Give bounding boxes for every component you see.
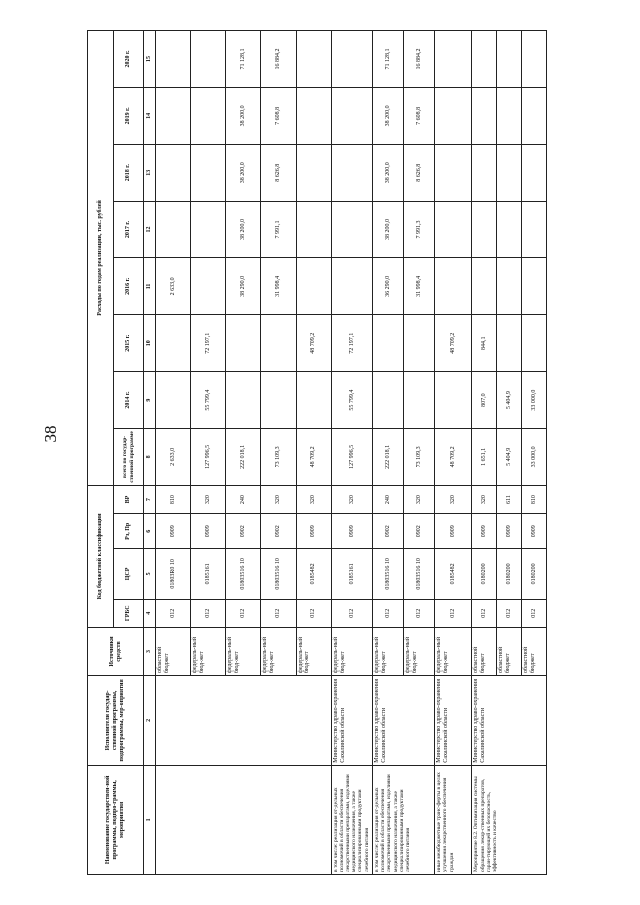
value-2015: 844,1 bbox=[472, 315, 497, 372]
source-cell: областной бюджет bbox=[156, 627, 191, 675]
value-2017: 7 991,3 bbox=[404, 201, 435, 258]
value-2018 bbox=[522, 144, 547, 201]
rzpr-cell: 0902 bbox=[404, 514, 435, 549]
executor-cell: Министерство здраво-охранения Сахалинской области bbox=[331, 676, 372, 766]
vr-cell: 320 bbox=[435, 485, 472, 513]
col-number: 3 bbox=[144, 627, 156, 675]
value-2014: 33 000,0 bbox=[522, 372, 547, 429]
vr-cell: 320 bbox=[296, 485, 331, 513]
value-2019: 38 200,0 bbox=[373, 87, 404, 144]
value-2016 bbox=[497, 258, 522, 315]
grbs-cell: 012 bbox=[331, 599, 372, 627]
value-2014 bbox=[261, 372, 296, 429]
value-2017 bbox=[331, 201, 372, 258]
value-2018: 38 200,0 bbox=[373, 144, 404, 201]
value-2019 bbox=[156, 87, 191, 144]
budget-table-container bbox=[87, 30, 547, 875]
value-2018 bbox=[191, 144, 226, 201]
value-2015 bbox=[226, 315, 261, 372]
grbs-cell: 012 bbox=[373, 599, 404, 627]
col-number: 10 bbox=[144, 315, 156, 372]
vr-cell: 240 bbox=[373, 485, 404, 513]
value-total: 2 633,0 bbox=[156, 429, 191, 486]
value-2017 bbox=[191, 201, 226, 258]
csr-cell: 01803516 10 bbox=[373, 549, 404, 599]
value-2020 bbox=[497, 31, 522, 88]
value-2017 bbox=[296, 201, 331, 258]
value-2015 bbox=[373, 315, 404, 372]
executor-cell-empty bbox=[156, 676, 332, 766]
table-row bbox=[435, 31, 472, 875]
source-cell: федераль-ный бюд-жет bbox=[296, 627, 331, 675]
value-2019 bbox=[472, 87, 497, 144]
table-row bbox=[472, 31, 497, 875]
col-number: 2 bbox=[144, 676, 156, 766]
value-2014: 807,0 bbox=[472, 372, 497, 429]
value-2015 bbox=[522, 315, 547, 372]
value-2019 bbox=[296, 87, 331, 144]
name-cell: в том числе: реализация от-дельных полномочий в области обеспечения лекарственными препаратами, изделиями медицинского назначения, а также специализированными продуктами лечебного питания bbox=[373, 765, 435, 874]
value-2016 bbox=[331, 258, 372, 315]
executor-cell: Министерство здраво-охранения Сахалинской области bbox=[373, 676, 435, 766]
value-2016: 2 633,0 bbox=[156, 258, 191, 315]
header-grbs: ГРБС bbox=[114, 599, 144, 627]
value-2014 bbox=[373, 372, 404, 429]
csr-cell: 0180200 bbox=[522, 549, 547, 599]
value-2014: 5 404,9 bbox=[497, 372, 522, 429]
csr-cell: 0185161 bbox=[331, 549, 372, 599]
grbs-cell: 012 bbox=[191, 599, 226, 627]
value-2018 bbox=[472, 144, 497, 201]
header-rzpr: Рз, Пр bbox=[114, 514, 144, 549]
csr-cell: 01803516 10 bbox=[261, 549, 296, 599]
csr-cell: 0185161 bbox=[191, 549, 226, 599]
vr-cell: 320 bbox=[472, 485, 497, 513]
header-year-2020: 2020 г. bbox=[114, 31, 144, 88]
col-number: 11 bbox=[144, 258, 156, 315]
value-2016: 31 998,4 bbox=[404, 258, 435, 315]
csr-cell: 01803R0 10 bbox=[156, 549, 191, 599]
value-total: 73 109,3 bbox=[261, 429, 296, 486]
grbs-cell: 012 bbox=[522, 599, 547, 627]
source-cell: федераль-ный бюд-жет bbox=[404, 627, 435, 675]
value-2017 bbox=[435, 201, 472, 258]
rzpr-cell: 0909 bbox=[472, 514, 497, 549]
vr-cell: 611 bbox=[497, 485, 522, 513]
col-number: 13 bbox=[144, 144, 156, 201]
value-2016: 31 998,4 bbox=[261, 258, 296, 315]
source-cell: областной бюджет bbox=[497, 627, 522, 675]
vr-cell: 320 bbox=[404, 485, 435, 513]
header-year-2018: 2018 г. bbox=[114, 144, 144, 201]
value-2015 bbox=[261, 315, 296, 372]
value-2018: 8 626,8 bbox=[404, 144, 435, 201]
value-total: 48 709,2 bbox=[296, 429, 331, 486]
grbs-cell: 012 bbox=[156, 599, 191, 627]
source-cell: федераль-ный бюд-жет bbox=[226, 627, 261, 675]
grbs-cell: 012 bbox=[435, 599, 472, 627]
value-2019 bbox=[522, 87, 547, 144]
value-2017: 38 200,0 bbox=[226, 201, 261, 258]
page-number: 38 bbox=[41, 425, 60, 443]
value-2020 bbox=[331, 31, 372, 88]
source-cell: федераль-ный бюд-жет bbox=[331, 627, 372, 675]
value-2014: 55 799,4 bbox=[191, 372, 226, 429]
value-2020 bbox=[191, 31, 226, 88]
name-cell: Мероприятие 8.2. Оптимизация системы обращения лекар-ственных препаратов, гаран-тирующей их безопасность, эффективность и качество bbox=[472, 765, 547, 874]
rzpr-cell: 0909 bbox=[522, 514, 547, 549]
value-2015: 48 709,2 bbox=[435, 315, 472, 372]
value-2020 bbox=[435, 31, 472, 88]
value-2014 bbox=[296, 372, 331, 429]
value-2018 bbox=[156, 144, 191, 201]
value-2020: 71 128,1 bbox=[373, 31, 404, 88]
header-vr: ВР bbox=[114, 485, 144, 513]
budget-table bbox=[87, 30, 547, 875]
value-total: 33 000,0 bbox=[522, 429, 547, 486]
value-2018 bbox=[497, 144, 522, 201]
col-number: 14 bbox=[144, 87, 156, 144]
col-number: 5 bbox=[144, 549, 156, 599]
value-2020: 16 884,2 bbox=[261, 31, 296, 88]
value-2018: 38 200,0 bbox=[226, 144, 261, 201]
source-cell: областной бюджет bbox=[522, 627, 547, 675]
grbs-cell: 012 bbox=[261, 599, 296, 627]
value-2016 bbox=[435, 258, 472, 315]
source-cell: федераль-ный бюд-жет bbox=[261, 627, 296, 675]
csr-cell: 01803516 10 bbox=[404, 549, 435, 599]
value-2017: 7 991,1 bbox=[261, 201, 296, 258]
value-2015: 72 197,1 bbox=[191, 315, 226, 372]
value-2020 bbox=[522, 31, 547, 88]
value-2015 bbox=[404, 315, 435, 372]
rzpr-cell: 0909 bbox=[497, 514, 522, 549]
rzpr-cell: 0909 bbox=[331, 514, 372, 549]
value-2018: 8 626,8 bbox=[261, 144, 296, 201]
col-number: 9 bbox=[144, 372, 156, 429]
col-number: 1 bbox=[144, 765, 156, 874]
value-total: 48 709,2 bbox=[435, 429, 472, 486]
header-year-2016: 2016 г. bbox=[114, 258, 144, 315]
header-name: Наименование государствен-ной программы, подпро-граммы, мероприятия bbox=[88, 765, 144, 874]
value-2019: 38 200,0 bbox=[226, 87, 261, 144]
executor-cell: Министерство здраво-охранения Сахалинской области bbox=[435, 676, 472, 766]
vr-cell: 320 bbox=[331, 485, 372, 513]
grbs-cell: 012 bbox=[404, 599, 435, 627]
value-2014 bbox=[435, 372, 472, 429]
rzpr-cell: 0909 bbox=[435, 514, 472, 549]
table-row bbox=[373, 31, 404, 875]
value-2019 bbox=[331, 87, 372, 144]
name-cell-empty bbox=[156, 765, 332, 874]
rotated-table-area bbox=[87, 30, 547, 875]
value-2015: 72 197,1 bbox=[331, 315, 372, 372]
col-number: 15 bbox=[144, 31, 156, 88]
col-number: 8 bbox=[144, 429, 156, 486]
value-2015 bbox=[156, 315, 191, 372]
value-2020 bbox=[156, 31, 191, 88]
value-2014 bbox=[226, 372, 261, 429]
source-cell: федераль-ный бюд-жет bbox=[373, 627, 404, 675]
rzpr-cell: 0909 bbox=[191, 514, 226, 549]
header-year-2017: 2017 г. bbox=[114, 201, 144, 258]
value-total: 1 651,1 bbox=[472, 429, 497, 486]
value-2016 bbox=[191, 258, 226, 315]
value-2019 bbox=[191, 87, 226, 144]
csr-cell: 0185482 bbox=[435, 549, 472, 599]
value-2017 bbox=[472, 201, 497, 258]
value-total: 222 018,1 bbox=[226, 429, 261, 486]
value-2020 bbox=[296, 31, 331, 88]
value-2017: 38 200,0 bbox=[373, 201, 404, 258]
value-2017 bbox=[522, 201, 547, 258]
value-2014 bbox=[156, 372, 191, 429]
col-number: 7 bbox=[144, 485, 156, 513]
vr-cell: 240 bbox=[226, 485, 261, 513]
value-2019 bbox=[435, 87, 472, 144]
header-year-2019: 2019 г. bbox=[114, 87, 144, 144]
csr-cell: 0180200 bbox=[497, 549, 522, 599]
header-costs-title: Расходы по годам реализации, тыс. рублей bbox=[88, 31, 114, 486]
value-2019: 7 608,8 bbox=[404, 87, 435, 144]
value-2018 bbox=[296, 144, 331, 201]
name-cell: в том числе: реализация от-дельных полномочий в области обеспечения лекарственными препаратами, изделиями медицинского назначения, а также специализированными продуктами лечебного питания bbox=[331, 765, 372, 874]
value-2014: 55 799,4 bbox=[331, 372, 372, 429]
executor-cell: Министерство здраво-охранения Сахалинской области bbox=[472, 676, 547, 766]
vr-cell: 320 bbox=[261, 485, 296, 513]
source-cell: федераль-ный бюд-жет bbox=[191, 627, 226, 675]
value-total: 73 109,3 bbox=[404, 429, 435, 486]
vr-cell: 810 bbox=[156, 485, 191, 513]
csr-cell: 0185482 bbox=[296, 549, 331, 599]
vr-cell: 810 bbox=[522, 485, 547, 513]
rzpr-cell: 0902 bbox=[261, 514, 296, 549]
vr-cell: 320 bbox=[191, 485, 226, 513]
value-2020: 16 884,2 bbox=[404, 31, 435, 88]
source-cell: федераль-ный бюд-жет bbox=[435, 627, 472, 675]
col-number: 4 bbox=[144, 599, 156, 627]
grbs-cell: 012 bbox=[296, 599, 331, 627]
grbs-cell: 012 bbox=[226, 599, 261, 627]
value-2016 bbox=[296, 258, 331, 315]
header-year-2015: 2015 г. bbox=[114, 315, 144, 372]
value-2019 bbox=[497, 87, 522, 144]
value-2014 bbox=[404, 372, 435, 429]
rzpr-cell: 0909 bbox=[156, 514, 191, 549]
col-number: 6 bbox=[144, 514, 156, 549]
header-executor: Исполнители государ-ственной программы, подпрограммы, мер-оприятия bbox=[88, 676, 144, 766]
grbs-cell: 012 bbox=[472, 599, 497, 627]
value-total: 127 996,5 bbox=[191, 429, 226, 486]
source-cell: областной бюджет bbox=[472, 627, 497, 675]
rzpr-cell: 0902 bbox=[226, 514, 261, 549]
value-2016: 36 290,0 bbox=[373, 258, 404, 315]
value-2016 bbox=[472, 258, 497, 315]
csr-cell: 01803516 10 bbox=[226, 549, 261, 599]
header-budget-class: Код бюджетной классификации bbox=[88, 485, 114, 627]
header-csr: ЦСР bbox=[114, 549, 144, 599]
col-number: 12 bbox=[144, 201, 156, 258]
value-2015: 48 709,2 bbox=[296, 315, 331, 372]
value-2017 bbox=[156, 201, 191, 258]
rzpr-cell: 0909 bbox=[296, 514, 331, 549]
value-total: 5 404,9 bbox=[497, 429, 522, 486]
value-2015 bbox=[497, 315, 522, 372]
header-year-2014: 2014 г. bbox=[114, 372, 144, 429]
value-2019: 7 608,8 bbox=[261, 87, 296, 144]
header-source: Источники средств bbox=[88, 627, 144, 675]
value-2017 bbox=[497, 201, 522, 258]
value-2016: 38 290,0 bbox=[226, 258, 261, 315]
rzpr-cell: 0902 bbox=[373, 514, 404, 549]
value-total: 127 996,5 bbox=[331, 429, 372, 486]
name-cell: иные межбюджетные транс-ферты в целях улучшения лекарственного обеспечения граждан bbox=[435, 765, 472, 874]
value-2020 bbox=[472, 31, 497, 88]
value-total: 222 018,1 bbox=[373, 429, 404, 486]
header-total: всего по государ-ственной программе bbox=[114, 429, 144, 486]
csr-cell: 0180200 bbox=[472, 549, 497, 599]
grbs-cell: 012 bbox=[497, 599, 522, 627]
value-2020: 71 128,1 bbox=[226, 31, 261, 88]
value-2016 bbox=[522, 258, 547, 315]
table-row bbox=[156, 31, 191, 875]
value-2018 bbox=[331, 144, 372, 201]
value-2018 bbox=[435, 144, 472, 201]
table-row bbox=[331, 31, 372, 875]
